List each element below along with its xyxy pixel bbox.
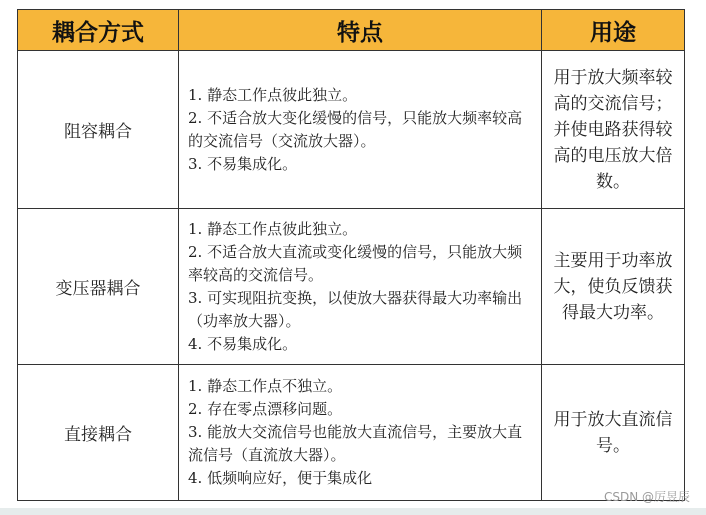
feature-item: 1. 静态工作点彼此独立。: [188, 219, 358, 238]
usage-cell: 主要用于功率放大，使负反馈获得最大功率。: [542, 209, 685, 365]
header-coupling-method: 耦合方式: [18, 10, 179, 51]
features-cell: [179, 51, 542, 209]
feature-item: 2. 存在零点漂移问题。: [188, 400, 343, 418]
feature-item: 4. 低频响应好，便于集成化: [188, 469, 373, 487]
header-usage: 用途: [542, 10, 685, 51]
table-row-transformer-coupling: [18, 209, 685, 365]
features-list: [188, 375, 537, 490]
features-cell: [179, 209, 542, 365]
coupling-name-cell: 阻容耦合: [18, 51, 179, 209]
usage-cell: 用于放大直流信号。: [542, 365, 685, 501]
feature-item: 2. 不适合放大直流或变化缓慢的信号，只能放大频率较高的交流信号。: [188, 242, 523, 284]
feature-item: 1. 静态工作点不独立。: [188, 377, 343, 395]
feature-item: 1. 静态工作点彼此独立。: [188, 85, 358, 104]
feature-item: 3. 能放大交流信号也能放大直流信号，主要放大直流信号（直流放大器）。: [188, 423, 523, 464]
features-list: [188, 84, 537, 176]
table-header-row: [18, 10, 685, 51]
bottom-edge-strip: [0, 508, 706, 515]
feature-item: 4. 不易集成化。: [188, 334, 298, 353]
features-list: [188, 218, 537, 356]
table-row-rc-coupling: [18, 51, 685, 209]
header-features: 特点: [179, 10, 542, 51]
features-cell: [179, 365, 542, 501]
feature-item: 3. 不易集成化。: [188, 154, 298, 173]
feature-item: 3. 可实现阻抗变换，以使放大器获得最大功率输出（功率放大器）。: [188, 288, 523, 330]
coupling-name-cell: 直接耦合: [18, 365, 179, 501]
usage-cell: 用于放大频率较高的交流信号；并使电路获得较高的电压放大倍数。: [542, 51, 685, 209]
coupling-comparison-table: [17, 9, 685, 501]
table-row-direct-coupling: [18, 365, 685, 501]
coupling-name-cell: 变压器耦合: [18, 209, 179, 365]
feature-item: 2. 不适合放大变化缓慢的信号，只能放大频率较高的交流信号（交流放大器）。: [188, 108, 523, 150]
csdn-watermark: CSDN @厉昱辰: [603, 490, 690, 504]
